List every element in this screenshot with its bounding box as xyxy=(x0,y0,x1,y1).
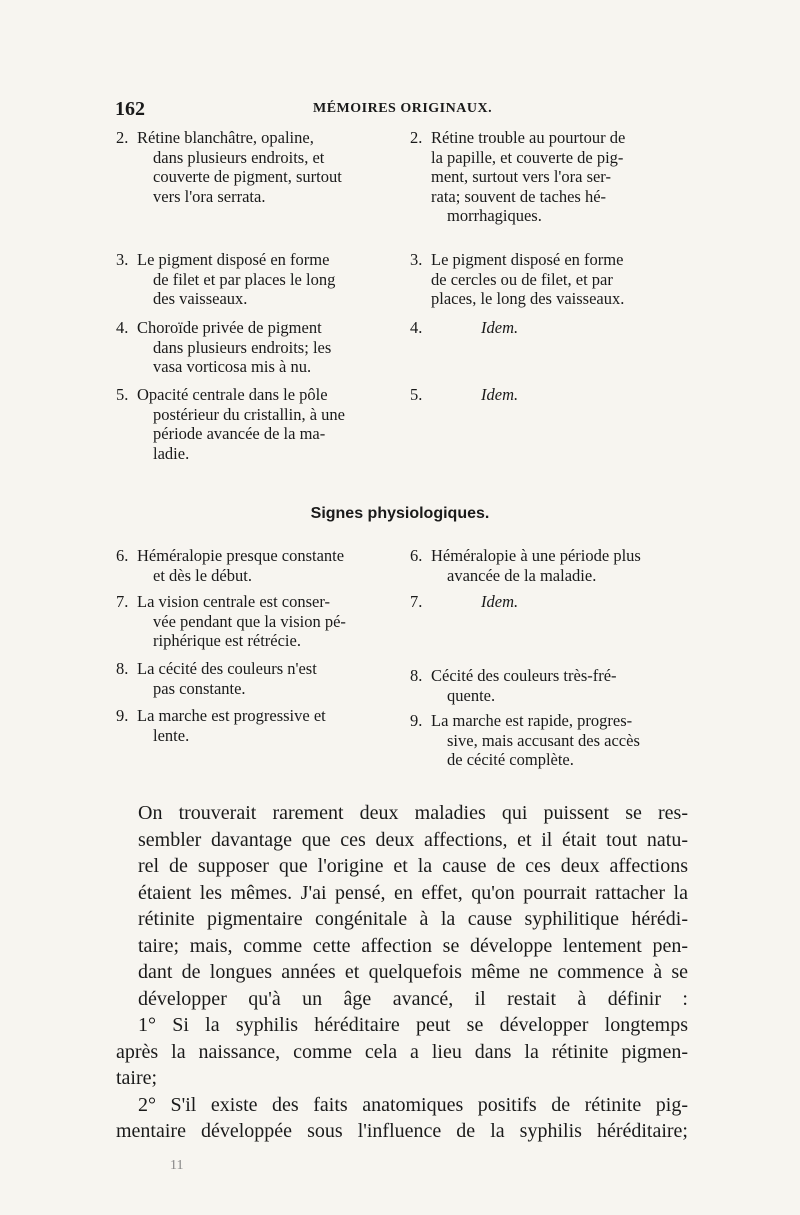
list-item: 3. Le pigment disposé en forme de cercles ou de filet, et par places, le long des vaisseaux. xyxy=(410,250,625,308)
list-item: 6. Héméralopie à une période plus avancée de la maladie. xyxy=(410,546,641,585)
list-item: 8. Cécité des couleurs très-fré- quente. xyxy=(410,666,617,705)
page-number: 162 xyxy=(115,98,145,120)
paragraph: 2° S'il existe des faits anatomiques positifs de rétinite pig- mentaire développée sous l'influence de la syphilis héréditaire; xyxy=(116,1093,688,1142)
running-head: MÉMOIRES ORIGINAUX. xyxy=(313,101,493,116)
list-item: 9. La marche est progressive et lente. xyxy=(116,706,326,745)
list-item: 8. La cécité des couleurs n'est pas constante. xyxy=(116,659,317,698)
list-item: 9. La marche est rapide, progres- sive, mais accusant des accès de cécité complète. xyxy=(410,711,640,769)
paragraph: 1° Si la syphilis héréditaire peut se développer longtemps après la naissance, comme cela a lieu dans la rétinite pigmen- taire; xyxy=(116,1014,688,1089)
section-title: Signes physiologiques. xyxy=(310,505,490,522)
list-item: 5. Opacité centrale dans le pôle postérieur du cristallin, à une période avancée de la ma- ladie. xyxy=(116,385,345,463)
list-item: 2. Rétine trouble au pourtour de la papille, et couverte de pig- ment, surtout vers l'ora ser- rata; souvent de taches hé- morrhagiques. xyxy=(410,128,626,225)
list-item: 2. Rétine blanchâtre, opaline, dans plusieurs endroits, et couverte de pigment, surtout vers l'ora serrata. xyxy=(116,128,342,206)
list-item: 3. Le pigment disposé en forme de filet et par places le long des vaisseaux. xyxy=(116,250,336,308)
list-item: 6. Héméralopie presque constante et dès le début. xyxy=(116,546,345,585)
page-header xyxy=(115,98,685,122)
list-item: 4. Idem. xyxy=(410,318,519,337)
paragraph: On trouverait rarement deux maladies qui puissent se res- sembler davantage que ces deux affections, et il était tout natu- rel de supposer que l'origine et la cause de ces deux affections étaient les mêmes. J'ai pensé, en effet, qu'on pourrait rattacher la rétinite pigmentaire congénitale à la cause syphilitique hérédi- taire; mais, comme cette affection se développe lentement pen- dant de longues années et quelquefois même ne commence à se développer qu'à un âge avancé, il restait à définir : xyxy=(138,802,688,1010)
footer-mark: 11 xyxy=(170,1158,184,1173)
list-item: 5. Idem. xyxy=(410,385,519,404)
body-text xyxy=(116,800,688,1145)
list-item: 7. La vision centrale est conser- vée pendant que la vision pé- riphérique est rétrécie. xyxy=(116,592,346,650)
list-item: 7. Idem. xyxy=(410,592,519,611)
list-item: 4. Choroïde privée de pigment dans plusieurs endroits; les vasa vorticosa mis à nu. xyxy=(116,318,332,376)
